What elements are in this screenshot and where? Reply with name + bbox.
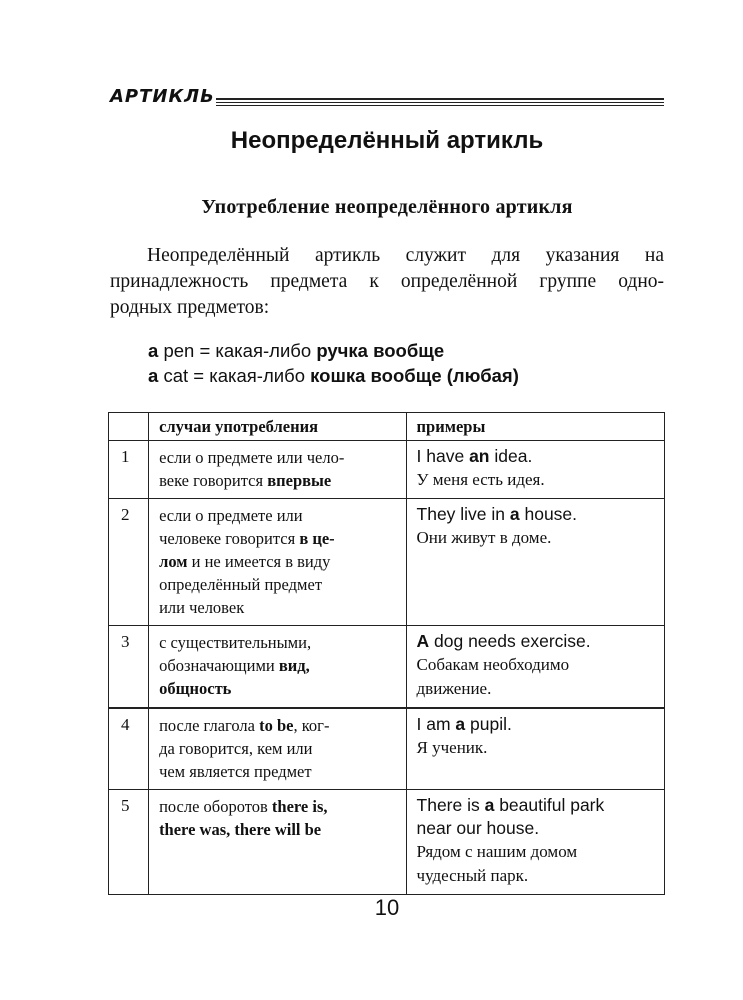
usage-case-line: да говорится, кем или bbox=[159, 739, 313, 758]
table-row bbox=[109, 499, 665, 626]
page-number: 10 bbox=[374, 895, 400, 920]
usage-case-cell bbox=[149, 708, 406, 790]
example-russian-line: движение. bbox=[416, 679, 492, 698]
usage-case-cell bbox=[149, 790, 406, 895]
table-header-row bbox=[109, 413, 665, 441]
usage-case-line: если о предмете или bbox=[159, 506, 303, 525]
intro-paragraph bbox=[110, 243, 664, 321]
example-cell bbox=[406, 626, 664, 709]
header-cell-examples bbox=[406, 413, 664, 441]
usage-case-line: there was, there will be bbox=[159, 820, 322, 839]
example-equals: = какая-либо bbox=[194, 340, 317, 361]
row-number-cell bbox=[109, 441, 149, 499]
usage-case-line: лом и не имеется в виду bbox=[159, 552, 331, 571]
table-row bbox=[109, 626, 665, 709]
usage-case-line: чем является предмет bbox=[159, 762, 312, 781]
example-russian-line: Рядом с нашим домом bbox=[416, 842, 578, 861]
example-word: cat bbox=[163, 365, 189, 386]
row-number-cell bbox=[109, 626, 149, 709]
table-row bbox=[109, 708, 665, 790]
row-number-cell bbox=[109, 790, 149, 895]
row-number-cell bbox=[109, 708, 149, 790]
example-article: a bbox=[148, 340, 159, 361]
example-word: pen bbox=[163, 340, 195, 361]
example-english-line: I am a pupil. bbox=[416, 714, 512, 734]
example-english-line: There is a beautiful park bbox=[416, 795, 605, 815]
section-subtitle: Употребление неопределённого артикля bbox=[201, 196, 573, 218]
example-item bbox=[148, 338, 519, 363]
table-row bbox=[109, 441, 665, 499]
example-meaning: кошка вообще (любая) bbox=[310, 365, 519, 386]
table-row bbox=[109, 790, 665, 895]
example-cell bbox=[406, 441, 664, 499]
example-russian-line: Я ученик. bbox=[416, 738, 488, 757]
usage-case-line: обозначающими вид, bbox=[159, 656, 310, 675]
section-label: АРТИКЛЬ bbox=[110, 86, 215, 107]
row-number: 4 bbox=[121, 715, 130, 734]
header-cell-cases bbox=[149, 413, 406, 441]
usage-table bbox=[108, 412, 665, 895]
example-article: a bbox=[148, 365, 159, 386]
intro-line: родных предметов: bbox=[110, 297, 270, 318]
usage-case-line: после глагола to be, ког- bbox=[159, 716, 330, 735]
header-cases-label: случаи употребления bbox=[159, 417, 319, 436]
row-number: 3 bbox=[121, 632, 130, 651]
usage-case-cell bbox=[149, 499, 406, 626]
example-russian-line: чудесный парк. bbox=[416, 866, 529, 885]
example-meaning: ручка вообще bbox=[316, 340, 445, 361]
usage-case-line: человеке говорится в це- bbox=[159, 529, 335, 548]
header-rule bbox=[216, 98, 664, 106]
usage-case-line: с существительными, bbox=[159, 633, 312, 652]
section-header bbox=[110, 84, 664, 118]
example-list bbox=[148, 338, 519, 388]
example-english-line: A dog needs exercise. bbox=[416, 631, 591, 651]
usage-case-cell bbox=[149, 626, 406, 709]
example-russian-line: Они живут в доме. bbox=[416, 528, 552, 547]
usage-case-line: после оборотов there is, bbox=[159, 797, 328, 816]
intro-line: Неопределённый артикль служит для указания на bbox=[147, 245, 664, 266]
example-cell bbox=[406, 499, 664, 626]
example-equals: = какая-либо bbox=[188, 365, 311, 386]
row-number: 5 bbox=[121, 796, 130, 815]
intro-line: принадлежность предмета к определённой группе одно- bbox=[110, 271, 664, 292]
example-russian-line: Собакам необходимо bbox=[416, 655, 570, 674]
row-number: 1 bbox=[121, 447, 130, 466]
usage-case-line: если о предмете или чело- bbox=[159, 448, 345, 467]
example-cell bbox=[406, 790, 664, 895]
header-cell-number bbox=[109, 413, 149, 441]
usage-case-line: общность bbox=[159, 679, 232, 698]
usage-case-line: определённый предмет bbox=[159, 575, 323, 594]
usage-case-line: веке говорится впервые bbox=[159, 471, 332, 490]
example-english-line: I have an idea. bbox=[416, 446, 533, 466]
example-item bbox=[148, 363, 519, 388]
page-title: Неопределённый артикль bbox=[230, 127, 544, 154]
row-number: 2 bbox=[121, 505, 130, 524]
usage-case-line: или человек bbox=[159, 598, 245, 617]
example-english-line: They live in a house. bbox=[416, 504, 578, 524]
example-english-line: near our house. bbox=[416, 818, 540, 838]
header-examples-label: примеры bbox=[416, 417, 486, 436]
example-russian-line: У меня есть идея. bbox=[416, 470, 545, 489]
example-cell bbox=[406, 708, 664, 790]
usage-case-cell bbox=[149, 441, 406, 499]
row-number-cell bbox=[109, 499, 149, 626]
